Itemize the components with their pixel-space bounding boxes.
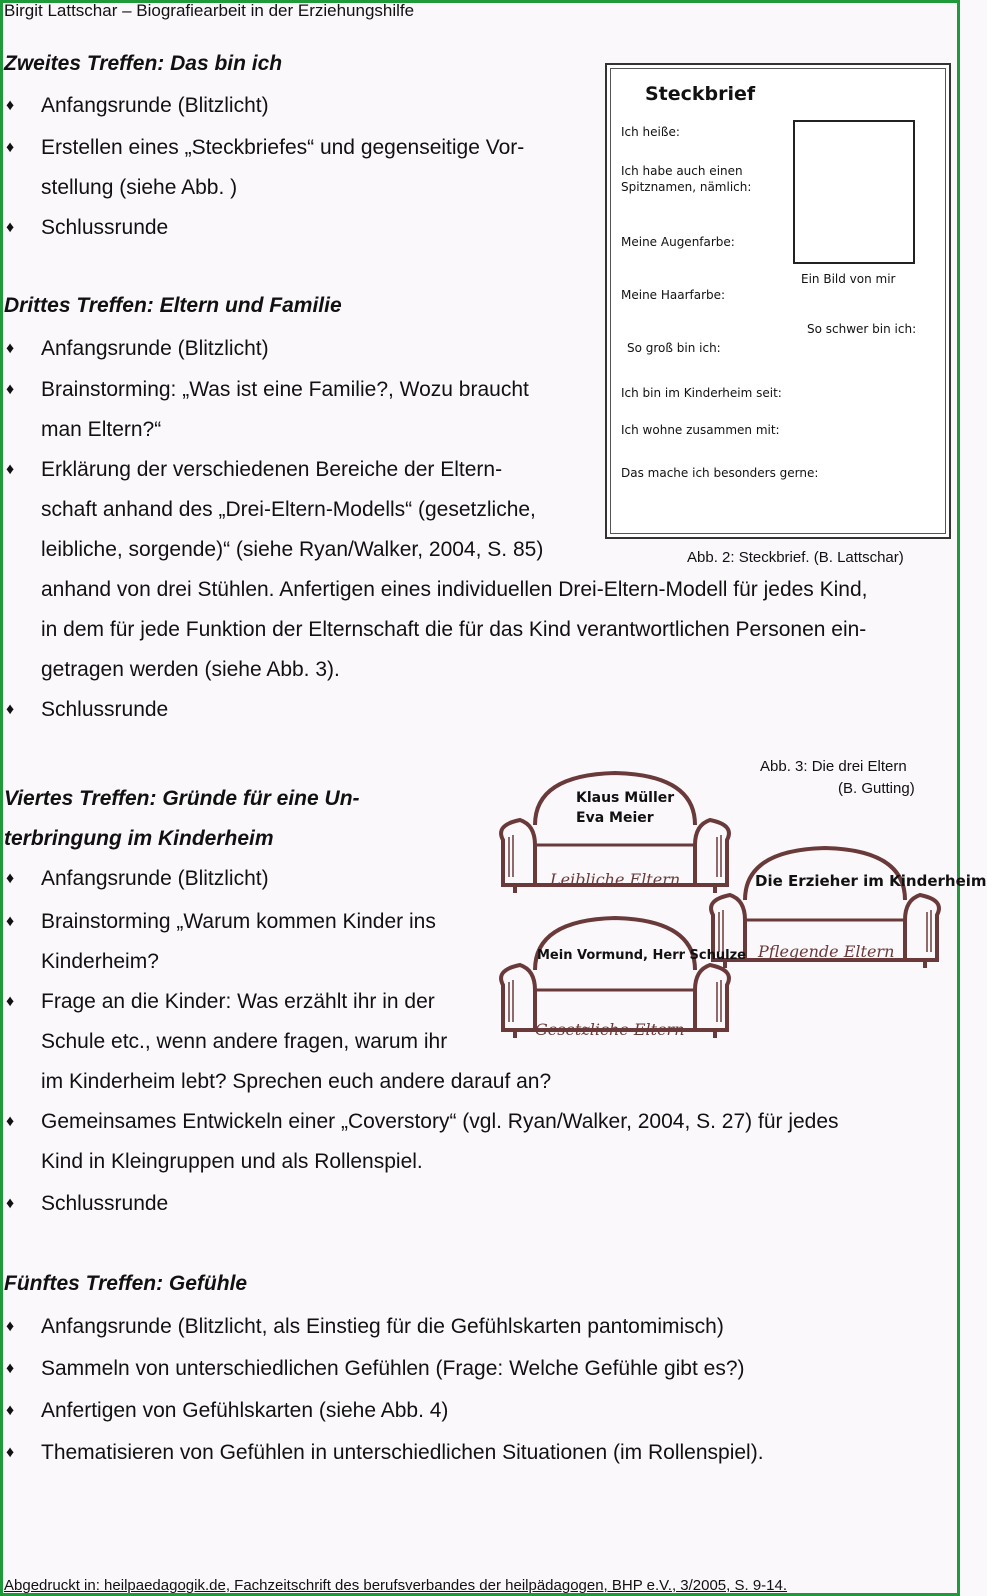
steckbrief-field: Das mache ich besonders gerne: — [621, 466, 819, 480]
list-item-continuation: man Eltern?“ — [41, 418, 162, 441]
section-title-drittes-treffen: Drittes Treffen: Eltern und Familie — [4, 294, 342, 317]
steckbrief-field: Ich bin im Kinderheim seit: — [621, 386, 782, 400]
bullet-icon: ♦ — [6, 139, 15, 156]
list-item-continuation: Kind in Kleingruppen und als Rollenspiel. — [41, 1150, 423, 1173]
section-title-fuenftes-treffen: Fünftes Treffen: Gefühle — [4, 1272, 248, 1295]
sofa1-label: Leibliche Eltern — [550, 870, 681, 889]
list-item-continuation: Schule etc., wenn andere fragen, warum ihr — [41, 1030, 448, 1053]
sofa2-name: Die Erzieher im Kinderheim — [755, 872, 987, 890]
steckbrief-field: Meine Haarfarbe: — [621, 288, 726, 302]
sofa3-label: Gesetzliche Eltern — [535, 1020, 685, 1039]
photo-caption: Ein Bild von mir — [801, 272, 896, 286]
sofa2-label: Pflegende Eltern — [758, 942, 895, 961]
photo-frame — [793, 120, 915, 264]
figure-caption-abb3: Abb. 3: Die drei Eltern — [760, 758, 907, 775]
list-item-continuation: anhand von drei Stühlen. Anfertigen eines individuellen Drei-Eltern-Modell für jedes Kind, — [41, 578, 868, 601]
list-item-continuation: schaft anhand des „Drei-Eltern-Modells“ (gesetzliche, — [41, 498, 536, 521]
bullet-icon: ♦ — [6, 993, 15, 1010]
list-item-continuation: in dem für jede Funktion der Elternschaft die für das Kind verantwortlichen Personen ein- — [41, 618, 867, 641]
bullet-icon: ♦ — [6, 1318, 15, 1335]
list-item-continuation: Kinderheim? — [41, 950, 159, 973]
bullet-icon: ♦ — [6, 1402, 15, 1419]
sofa1-name: Klaus Müller — [576, 790, 675, 806]
figure-caption-abb2: Abb. 2: Steckbrief. (B. Lattschar) — [687, 549, 904, 566]
bullet-icon: ♦ — [6, 97, 15, 114]
steckbrief-field: So groß bin ich: — [627, 341, 721, 355]
list-item-continuation: stellung (siehe Abb. ) — [41, 176, 238, 199]
bullet-icon: ♦ — [6, 381, 15, 398]
list-item-continuation: getragen werden (siehe Abb. 3). — [41, 658, 340, 681]
steckbrief-figure — [605, 63, 951, 539]
steckbrief-field: Meine Augenfarbe: — [621, 235, 735, 249]
bullet-icon: ♦ — [6, 340, 15, 357]
running-header: Birgit Lattschar – Biografiearbeit in der Erziehungshilfe — [4, 1, 415, 20]
steckbrief-field: Ich heiße: — [621, 125, 680, 139]
section-title-zweites-treffen: Zweites Treffen: Das bin ich — [4, 52, 283, 75]
steckbrief-field: Ich habe auch einen — [621, 164, 743, 178]
section-title-viertes-treffen: Viertes Treffen: Gründe für eine Un- — [4, 787, 360, 810]
sofa3-name: Mein Vormund, Herr Schulze — [537, 948, 746, 963]
bullet-icon: ♦ — [6, 1113, 15, 1130]
page-footer: Abgedruckt in: heilpaedagogik.de, Fachzeitschrift des berufsverbandes der heilpädagogen, BHP e.V., 3/2005, S. 9-14. — [4, 1577, 788, 1594]
section-title-viertes-treffen-cont: terbringung im Kinderheim — [4, 827, 274, 850]
bullet-icon: ♦ — [6, 870, 15, 887]
steckbrief-field: So schwer bin ich: — [807, 322, 917, 336]
steckbrief-title: Steckbrief — [645, 83, 756, 105]
bullet-icon: ♦ — [6, 1444, 15, 1461]
figure-caption-abb3-credit: (B. Gutting) — [838, 780, 915, 797]
sofa1-name-2: Eva Meier — [576, 810, 654, 826]
drei-eltern-sofas — [495, 765, 955, 1055]
bullet-icon: ♦ — [6, 219, 15, 236]
bullet-icon: ♦ — [6, 913, 15, 930]
list-item-continuation: im Kinderheim lebt? Sprechen euch andere darauf an? — [41, 1070, 552, 1093]
bullet-icon: ♦ — [6, 461, 15, 478]
list-item-continuation: leibliche, sorgende)“ (siehe Ryan/Walker, 2004, S. 85) — [41, 538, 544, 561]
steckbrief-field: Ich wohne zusammen mit: — [621, 423, 780, 437]
bullet-icon: ♦ — [6, 1195, 15, 1212]
bullet-icon: ♦ — [6, 701, 15, 718]
steckbrief-field: Spitznamen, nämlich: — [621, 180, 752, 194]
bullet-icon: ♦ — [6, 1360, 15, 1377]
